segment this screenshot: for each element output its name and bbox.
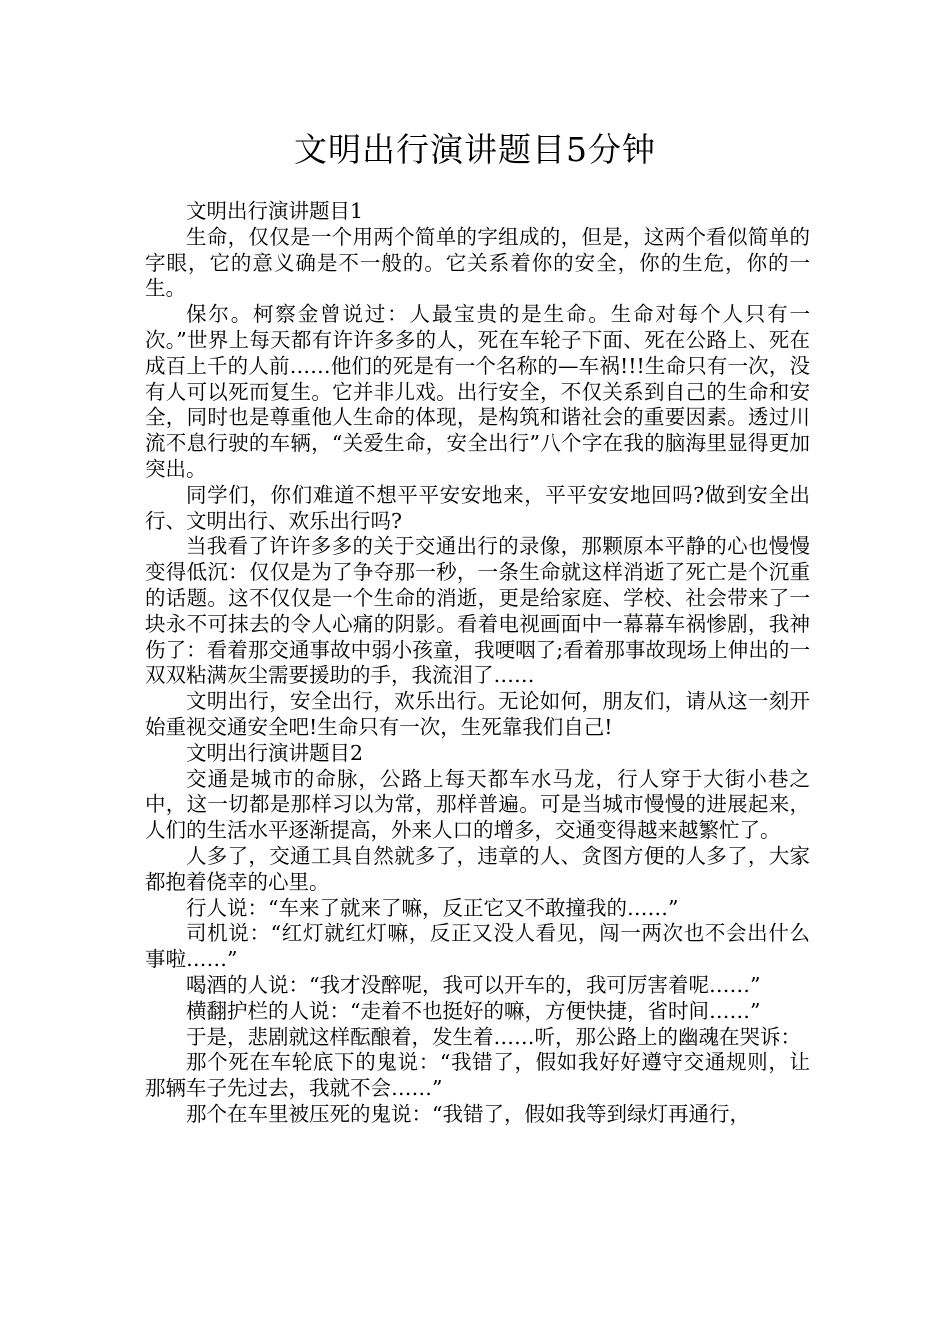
paragraph: 保尔。柯察金曾说过：人最宝贵的是生命。生命对每个人只有一次。”世界上每天都有许许多多的人，死在车轮子下面、死在公路上、死在成百上千的人前……他们的死是有一个名称的—车祸!!!生命只有一次，没有人可以死而复生。它并非儿戏。出行安全，不仅关系到自己的生命和安全，同时也是尊重他人生命的体现，是构筑和谐社会的重要因素。透过川流不息行驶的车辆，“关爱生命，安全出行”八个字在我的脑海里显得更加突出。 [145,302,810,481]
paragraph: 交通是城市的命脉，公路上每天都车水马龙，行人穿于大街小巷之中，这一切都是那样习以为常，那样普遍。可是当城市慢慢的进展起来，人们的生活水平逐渐提高，外来人口的增多，交通变得越来越繁忙了。 [145,766,810,843]
paragraph: 行人说：“车来了就来了嘛，反正它又不敢撞我的……” [186,895,679,920]
paragraph: 司机说：“红灯就红灯嘛，反正又没人看见，闯一两次也不会出什么事啦……” [145,921,810,972]
paragraph: 于是，悲剧就这样酝酿着，发生着……听，那公路上的幽魂在哭诉： [186,1024,801,1049]
paragraph: 文明出行演讲题目2 [186,740,364,765]
paragraph: 当我看了许许多多的关于交通出行的录像，那颗原本平静的心也慢慢变得低沉：仅仅是为了争夺那一秒，一条生命就这样消逝了死亡是个沉重的话题。这不仅仅是一个生命的消逝，更是给家庭、学校、社会带来了一块永不可抹去的令人心痛的阴影。看着电视画面中一幕幕车祸惨剧，我神伤了：看着那交通事故中弱小孩童，我哽咽了;看着那事故现场上伸出的一双双粘满灰尘需要援助的手，我流泪了…… [145,534,810,688]
paragraph: 喝酒的人说：“我才没醉呢，我可以开车的，我可厉害着呢……” [186,972,761,997]
paragraph: 那个死在车轮底下的鬼说：“我错了，假如我好好遵守交通规则，让那辆车子先过去，我就不会……” [145,1050,810,1101]
document-title: 文明出行演讲题目5分钟 [294,130,656,169]
document-body [145,199,810,1128]
paragraph: 那个在车里被压死的鬼说：“我错了，假如我等到绿灯再通行， [186,1101,750,1126]
paragraph: 生命，仅仅是一个用两个简单的字组成的，但是，这两个看似简单的字眼，它的意义确是不一般的。它关系着你的安全，你的生危，你的一生。 [145,224,810,301]
paragraph: 文明出行，安全出行，欢乐出行。无论如何，朋友们，请从这一刻开始重视交通安全吧!生命只有一次，生死靠我们自己! [145,689,810,739]
paragraph: 同学们，你们难道不想平平安安地来，平平安安地回吗?做到安全出行、文明出行、欢乐出行吗? [145,482,810,533]
paragraph: 人多了，交通工具自然就多了，违章的人、贪图方便的人多了，大家都抱着侥幸的心里。 [145,843,810,894]
paragraph: 横翻护栏的人说：“走着不也挺好的嘛，方便快捷，省时间……” [186,998,761,1023]
paragraph: 文明出行演讲题目1 [186,199,364,223]
